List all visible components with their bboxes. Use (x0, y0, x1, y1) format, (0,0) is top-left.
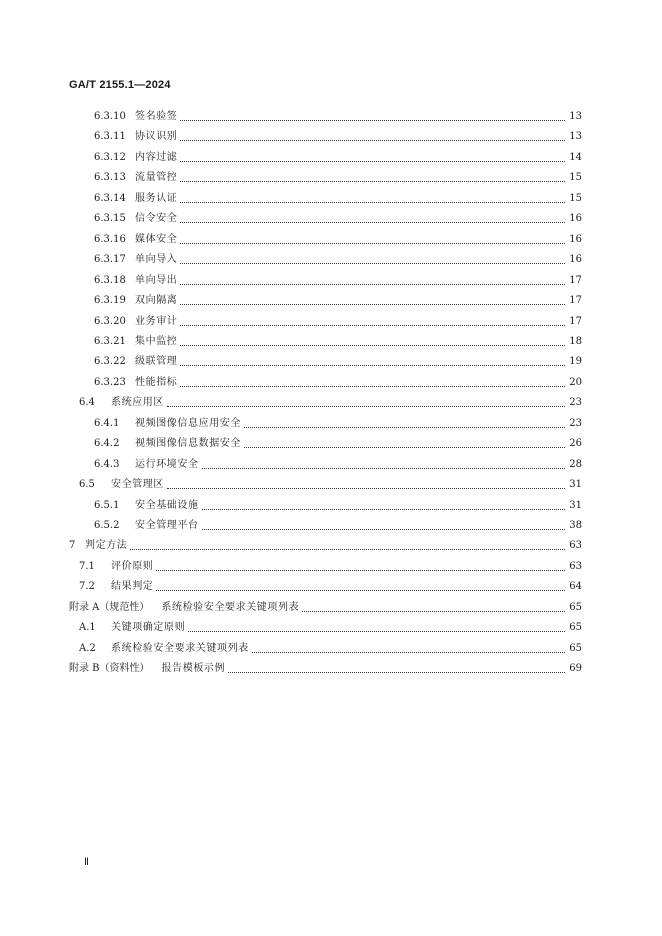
toc-entry[interactable] (94, 148, 582, 168)
toc-entry-title: 内容过滤 (135, 151, 178, 163)
toc-entry-title: 级联管理 (135, 356, 178, 368)
toc-leader-dots (180, 242, 565, 244)
toc-entry-number: A.1 (79, 622, 96, 634)
toc-entry-title: 系统检验安全要求关键项列表 (111, 642, 249, 654)
toc-entry-title: 安全管理平台 (135, 520, 199, 531)
toc-entry-number: 6.5.1 (94, 499, 120, 511)
toc-leader-dots (180, 344, 565, 346)
toc-entry[interactable] (94, 209, 582, 229)
toc-entry-title: 协议识别 (135, 131, 178, 143)
toc-entry-title: 集中监控 (135, 335, 178, 347)
toc-entry-title: 关键项确定原则 (111, 622, 186, 634)
toc-entry-number: 6.3.12 (94, 151, 126, 163)
toc-entry-page: 31 (569, 499, 582, 511)
toc-leader-dots (180, 201, 565, 203)
toc-entry-title: 业务审计 (135, 315, 178, 327)
toc-entry[interactable] (94, 312, 582, 332)
toc-leader-dots (156, 589, 565, 591)
toc-entry[interactable] (94, 168, 582, 188)
toc-leader-dots (167, 405, 565, 407)
toc-entry-number: 6.3.10 (94, 111, 126, 122)
toc-leader-dots (167, 487, 565, 489)
toc-entry-number: 6.3.15 (94, 213, 126, 225)
toc-leader-dots (244, 426, 565, 428)
toc-entry-page: 16 (569, 254, 582, 266)
toc-entry-title: 视频图像信息数据安全 (135, 438, 241, 450)
toc-entry-number: 7.1 (79, 560, 95, 572)
toc-leader-dots (180, 160, 565, 162)
toc-entry-number: 6.3.22 (94, 356, 126, 368)
toc-entry-title: 视频图像信息应用安全 (135, 417, 241, 429)
toc-entry-number: 6.3.20 (94, 315, 126, 327)
toc-entry-number: 6.3.21 (94, 335, 126, 347)
toc-entry[interactable] (94, 496, 582, 516)
toc-entry-page: 15 (569, 172, 582, 184)
toc-entry-number: 6.4.1 (94, 417, 120, 429)
toc-entry[interactable] (94, 516, 582, 536)
toc-entry[interactable] (94, 414, 582, 434)
toc-entry-page: 63 (569, 560, 582, 572)
toc-entry[interactable] (69, 536, 582, 556)
toc-entry-title: 服务认证 (135, 192, 178, 204)
toc-entry-page: 26 (569, 438, 582, 450)
document-code: GA/T 2155.1—2024 (69, 79, 171, 91)
toc-entry-number: 6.4 (79, 397, 95, 409)
toc-entry-title: 安全管理区 (111, 479, 164, 491)
toc-leader-dots (180, 262, 565, 264)
toc-leader-dots (180, 221, 565, 223)
toc-entry[interactable] (94, 127, 582, 147)
toc-entry[interactable] (94, 455, 582, 475)
toc-entry-page: 65 (569, 622, 582, 634)
toc-leader-dots (202, 528, 565, 530)
toc-entry[interactable] (94, 189, 582, 209)
toc-entry-page: 38 (569, 520, 582, 531)
toc-entry-title: 媒体安全 (135, 233, 178, 245)
toc-entry-page: 17 (569, 274, 582, 286)
toc-entry-title: 判定方法 (85, 540, 128, 552)
toc-entry-page: 65 (569, 642, 582, 654)
toc-entry-number: 6.3.19 (94, 295, 126, 307)
toc-entry-number: 附录 A（规范性） (69, 601, 150, 613)
toc-entry-title: 双向隔离 (135, 295, 178, 307)
toc-leader-dots (180, 180, 565, 182)
toc-entry-page: 16 (569, 213, 582, 225)
toc-entry-title: 结果判定 (111, 581, 154, 593)
toc-entry-page: 23 (569, 417, 582, 429)
toc-entry-page: 31 (569, 479, 582, 491)
toc-entry-page: 63 (569, 540, 582, 552)
toc-entry[interactable] (94, 332, 582, 352)
toc-entry-page: 65 (569, 601, 582, 613)
toc-entry[interactable] (69, 659, 582, 679)
toc-entry[interactable] (79, 618, 582, 638)
toc-leader-dots (180, 119, 565, 121)
toc-entry-number: 6.3.11 (94, 131, 126, 143)
toc-entry-title: 运行环境安全 (135, 458, 199, 470)
toc-leader-dots (130, 548, 565, 550)
toc-entry-title: 单向导入 (135, 254, 178, 266)
toc-leader-dots (156, 569, 565, 571)
toc-entry-number: 6.3.16 (94, 233, 126, 245)
toc-entry-page: 13 (569, 131, 582, 143)
toc-entry-title: 单向导出 (135, 274, 178, 286)
toc-leader-dots (180, 385, 565, 387)
toc-entry-number: 6.4.3 (94, 458, 120, 470)
toc-entry-page: 28 (569, 458, 582, 470)
toc-entry[interactable] (94, 291, 582, 311)
toc-entry-number: 6.5 (79, 479, 95, 491)
toc-entry-number: 6.3.13 (94, 172, 126, 184)
toc-entry-number: 6.3.17 (94, 254, 126, 266)
toc-entry-title: 信令安全 (135, 213, 178, 225)
toc-entry-title: 安全基础设施 (135, 499, 199, 511)
toc-leader-dots (252, 651, 565, 653)
toc-entry-page: 13 (569, 111, 582, 122)
toc-entry[interactable] (79, 557, 582, 577)
toc-entry[interactable] (79, 393, 582, 413)
toc-leader-dots (228, 671, 565, 673)
toc-entry-title: 评价原则 (111, 560, 154, 572)
toc-leader-dots (180, 324, 565, 326)
toc-entry[interactable] (94, 271, 582, 291)
toc-entry-page: 64 (569, 581, 582, 593)
toc-entry[interactable] (79, 475, 582, 495)
toc-entry-title: 报告模板示例 (161, 663, 226, 675)
toc-entry-page: 17 (569, 315, 582, 327)
toc-entry-number: 7.2 (79, 581, 95, 593)
toc-entry[interactable] (69, 598, 582, 618)
toc-entry-page: 15 (569, 192, 582, 204)
toc-entry[interactable] (94, 230, 582, 250)
toc-entry-page: 23 (569, 397, 582, 409)
toc-entry[interactable] (79, 577, 582, 597)
toc-entry-page: 69 (569, 663, 582, 675)
toc-entry-page: 17 (569, 295, 582, 307)
toc-entry-number: 6.3.14 (94, 192, 126, 204)
page-number: Ⅱ (84, 857, 89, 868)
toc-entry-page: 18 (569, 335, 582, 347)
toc-leader-dots (180, 303, 565, 305)
toc-entry[interactable] (94, 250, 582, 270)
toc-entry-number: A.2 (79, 642, 96, 654)
toc-entry-title: 流量管控 (135, 172, 178, 184)
toc-entry[interactable] (94, 434, 582, 454)
toc-leader-dots (302, 610, 565, 612)
toc-entry[interactable] (94, 373, 582, 393)
toc-entry-page: 20 (569, 376, 582, 388)
toc-leader-dots (180, 283, 565, 285)
toc-entry-number: 6.4.2 (94, 438, 120, 450)
toc-leader-dots (202, 508, 565, 510)
toc-entry-title: 系统检验安全要求关键项列表 (161, 601, 300, 613)
toc-entry-title: 签名验签 (135, 111, 178, 122)
toc-leader-dots (188, 630, 565, 632)
toc-leader-dots (180, 364, 565, 366)
toc-entry-title: 系统应用区 (111, 397, 164, 409)
toc-entry-number: 6.5.2 (94, 520, 120, 531)
toc-entry-number: 6.3.18 (94, 274, 126, 286)
toc-entry-number: 附录 B（资料性） (69, 663, 150, 675)
toc-entry[interactable] (79, 639, 582, 659)
toc-entry-page: 16 (569, 233, 582, 245)
toc-entry[interactable] (94, 107, 582, 127)
toc-entry-number: 6.3.23 (94, 376, 126, 388)
toc-entry-page: 19 (569, 356, 582, 368)
toc-leader-dots (180, 139, 565, 141)
toc-entry[interactable] (94, 352, 582, 372)
toc-entry-title: 性能指标 (135, 376, 178, 388)
toc-leader-dots (202, 467, 565, 469)
toc-entry-page: 14 (569, 151, 582, 163)
toc-leader-dots (244, 446, 565, 448)
toc-entry-number: 7 (69, 540, 76, 552)
